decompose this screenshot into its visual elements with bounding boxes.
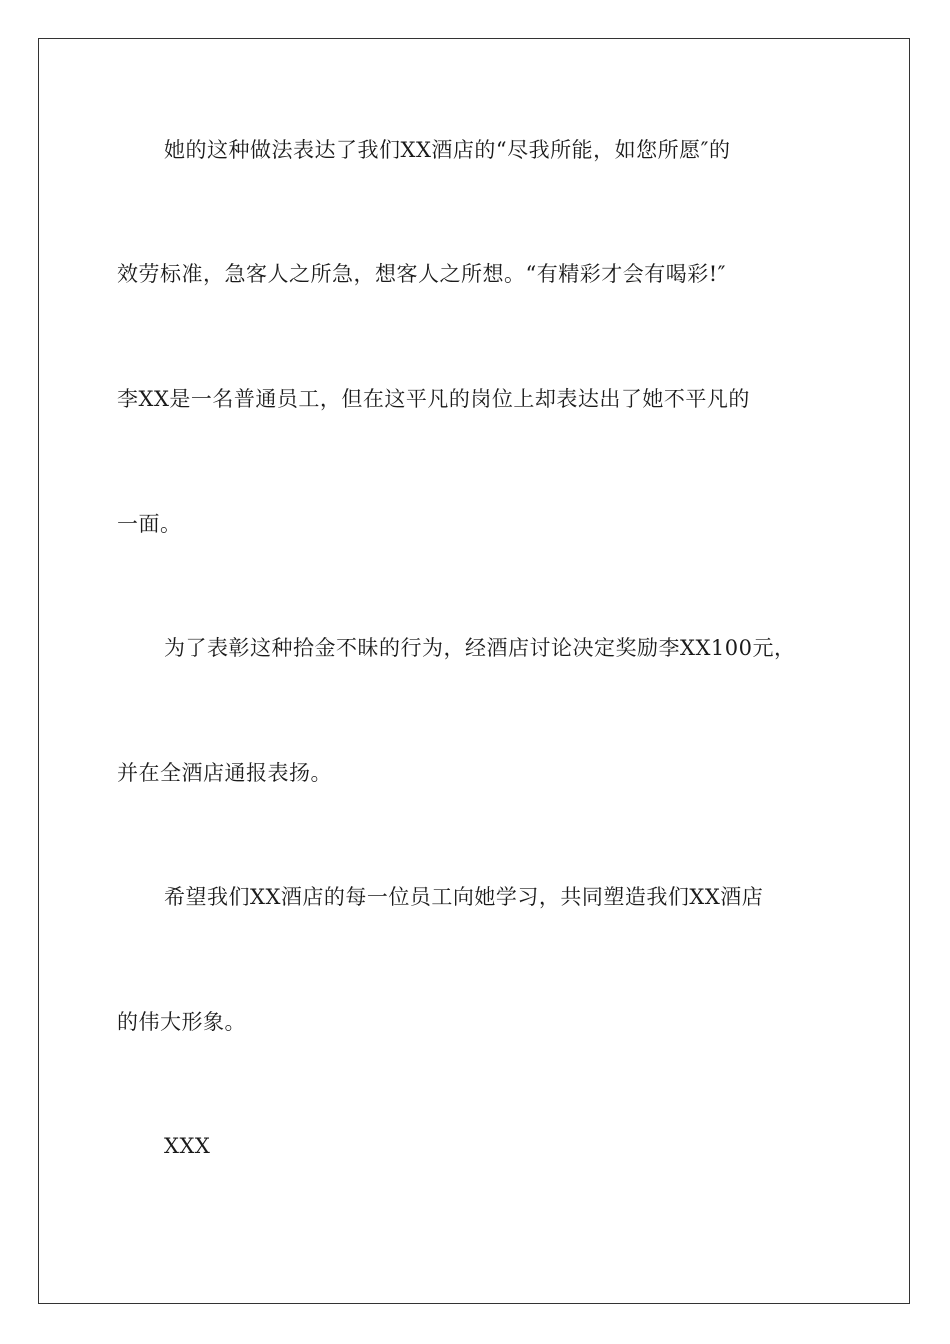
paragraph-2-line-2: 并在全酒店通报表扬。 bbox=[117, 761, 332, 785]
signature: XXX bbox=[164, 1134, 211, 1158]
paragraph-3-line-1: 希望我们XX酒店的每一位员工向她学习，共同塑造我们XX酒店 bbox=[164, 885, 764, 909]
paragraph-2-line-1: 为了表彰这种拾金不昧的行为，经酒店讨论决定奖励李XX100元， bbox=[164, 636, 796, 660]
paragraph-1-line-3: 李XX是一名普通员工，但在这平凡的岗位上却表达出了她不平凡的 bbox=[117, 387, 750, 411]
paragraph-1-line-1: 她的这种做法表达了我们XX酒店的“尽我所能，如您所愿″的 bbox=[164, 138, 731, 162]
paragraph-1-line-2: 效劳标准，急客人之所急，想客人之所想。“有精彩才会有喝彩!″ bbox=[117, 262, 727, 286]
paragraph-1-line-4: 一面。 bbox=[117, 512, 182, 536]
page-border bbox=[38, 38, 910, 1304]
paragraph-3-line-2: 的伟大形象。 bbox=[117, 1010, 246, 1034]
